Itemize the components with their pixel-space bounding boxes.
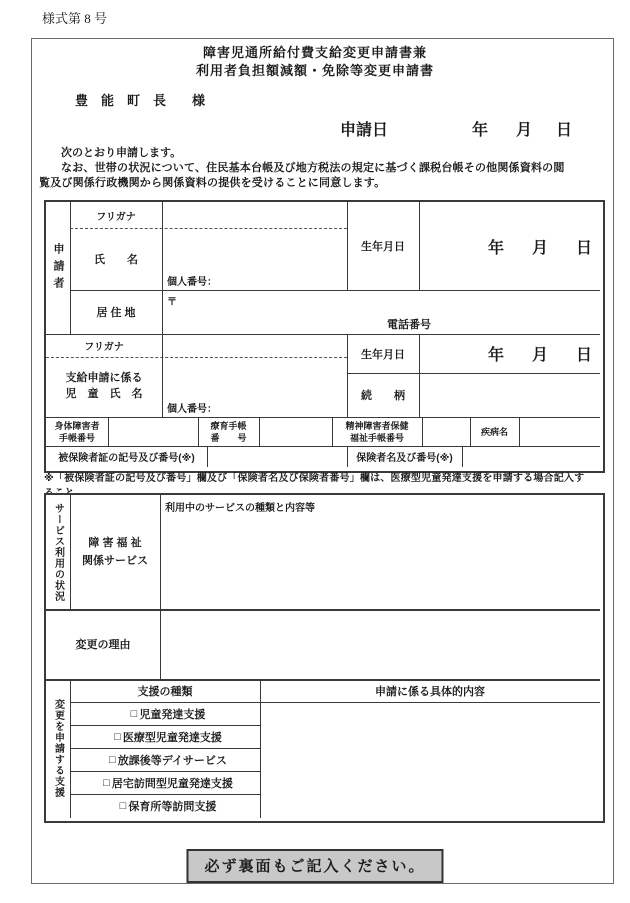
- applicant-birthdate-field: [419, 202, 600, 290]
- rehab-certificate-line1: 療育手帳: [210, 420, 247, 431]
- postal-mark: 〒: [167, 297, 177, 308]
- mental-certificate-label: [332, 417, 422, 446]
- mental-certificate-line2: 福祉手帳番号: [349, 432, 404, 443]
- checkbox-icon: □: [114, 730, 121, 743]
- support-option-label: 居宅訪問型児童発達支援: [111, 777, 233, 790]
- physical-certificate-label: [46, 417, 108, 446]
- service-content-area: [161, 511, 599, 608]
- table-line: [259, 417, 260, 446]
- support-option-medical-child-development: [70, 725, 260, 748]
- insurance-note-line1: ※「被保険者証の記号及び番号」欄及び「保険者名及び保険者番号」欄は、医療型児童発達支援を申請する場合記入す: [44, 473, 585, 484]
- welfare-service-line2: 関係サービス: [82, 555, 148, 567]
- physical-certificate-line2: 手帳番号: [58, 432, 95, 443]
- support-option-label: 医療型児童発達支援: [122, 731, 222, 744]
- application-date-day-unit: 日: [556, 122, 573, 139]
- insured-card-label: 被保険者証の記号及び番号(※): [58, 453, 195, 464]
- support-option-label: 放課後等デイサービス: [117, 754, 227, 767]
- form-number: 様式第 8 号: [42, 11, 108, 26]
- disease-name-label: 疾病名: [480, 426, 508, 437]
- application-detail-header: 申請に係る具体的内容: [375, 685, 485, 698]
- table-line: [462, 446, 463, 467]
- child-furigana-label: フリガナ: [84, 342, 124, 353]
- service-usage-section-label: サービス利用の状況: [52, 502, 64, 602]
- service-content-header: 利用中のサービスの種類と内容等: [165, 503, 315, 514]
- table-line: [422, 417, 423, 446]
- back-side-notice: 必ず裏面もご記入ください。: [186, 849, 443, 883]
- support-option-home-visit-development: [70, 771, 260, 794]
- insurer-label: 保険者名及び番号(※): [356, 453, 453, 464]
- support-option-afterschool-dayservice: [70, 748, 260, 771]
- change-reason-area: [161, 611, 599, 677]
- declaration-line3: 覧及び関係行政機関から関係資料の提供を受けることに同意します。: [39, 177, 386, 189]
- checkbox-icon: □: [119, 799, 127, 812]
- rehab-certificate-label: [198, 417, 259, 446]
- checkbox-icon: □: [109, 753, 116, 766]
- application-date-month-unit: 月: [516, 122, 533, 139]
- declaration-line2: なお、世帯の状況について、住民基本台帳及び地方税法の規定に基づく課税台帳その他関係資料の閲: [61, 162, 565, 174]
- applicant-child-table: [44, 200, 605, 473]
- table-line: [162, 202, 163, 334]
- child-name-label-line1: 支給申請に係る: [65, 372, 143, 384]
- table-line: [207, 446, 208, 467]
- change-reason-label: 変更の理由: [75, 639, 131, 651]
- applicant-name-label: 氏 名: [94, 254, 138, 266]
- address-label: 居 住 地: [96, 307, 136, 319]
- child-birthdate-label: 生年月日: [361, 348, 405, 361]
- mental-certificate-line1: 精神障害者保健: [345, 420, 409, 431]
- service-change-table: [44, 493, 605, 823]
- checkbox-icon: □: [130, 707, 138, 720]
- rehab-certificate-line2: 番 号: [210, 432, 247, 443]
- day-unit: 日: [575, 239, 592, 257]
- support-option-child-development: [70, 702, 260, 725]
- change-support-section-label: 変更を申請する支援: [52, 699, 64, 798]
- support-option-nursery-visit: [70, 794, 260, 817]
- month-unit: 月: [531, 347, 548, 364]
- applicant-section-label: 申請者: [52, 242, 64, 294]
- support-option-label: 児童発達支援: [139, 708, 206, 721]
- child-name-label: [46, 357, 162, 415]
- support-option-label: 保育所等訪問支援: [128, 800, 217, 813]
- form-title-line2: 利用者負担額減額・免除等変更申請書: [195, 63, 434, 78]
- applicant-personal-number-label: 個人番号：: [167, 277, 217, 288]
- month-unit: 月: [531, 239, 548, 257]
- checkbox-icon: □: [103, 776, 110, 789]
- child-personal-number-label: 個人番号：: [167, 404, 217, 415]
- application-detail-area: [261, 703, 599, 817]
- relationship-label: 続 柄: [361, 390, 405, 402]
- child-birthdate-field: [419, 334, 600, 373]
- year-unit: 年: [487, 239, 504, 257]
- day-unit: 日: [575, 347, 592, 364]
- child-name-label-line2: 児 童 氏 名: [65, 388, 143, 400]
- physical-certificate-line1: 身体障害者: [54, 420, 100, 431]
- applicant-birthdate-label: 生年月日: [361, 241, 405, 253]
- table-line: [162, 334, 163, 417]
- year-unit: 年: [487, 347, 504, 364]
- table-line: [108, 417, 109, 446]
- form-title-line1: 障害児通所給付費支給変更申請書兼: [202, 45, 427, 60]
- applicant-furigana-label: フリガナ: [96, 211, 136, 223]
- support-type-header: 支援の種類: [137, 685, 193, 698]
- welfare-service-line1: 障 害 福 祉: [88, 537, 142, 549]
- addressee: 豊 能 町 長 様: [75, 93, 206, 108]
- table-line: [519, 417, 520, 446]
- phone-label: 電話番号: [387, 319, 431, 331]
- application-date-year-unit: 年: [472, 122, 489, 139]
- application-date-label: 申請日: [340, 122, 389, 139]
- declaration-line1: 次のとおり申請します。: [61, 147, 182, 159]
- welfare-service-label: [70, 495, 160, 609]
